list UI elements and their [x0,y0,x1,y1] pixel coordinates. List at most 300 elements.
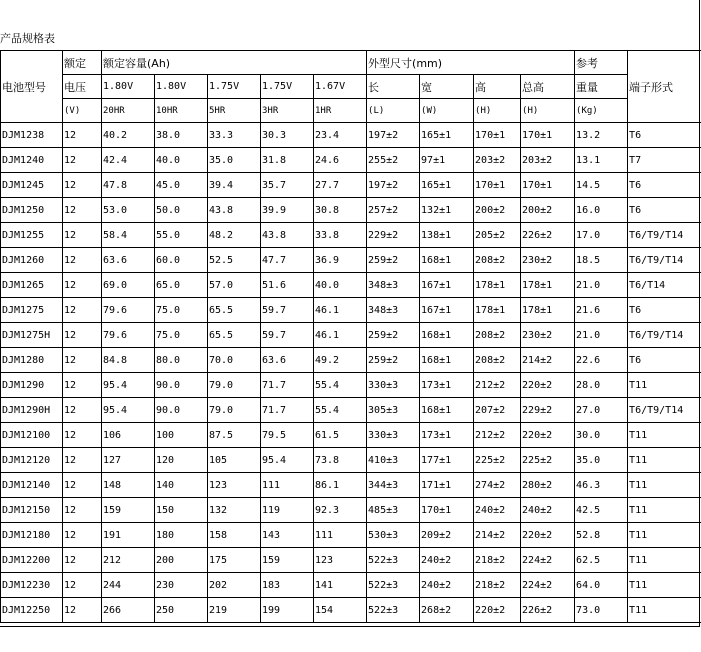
cell-cap-5hr: 175 [208,548,261,573]
header-cap-rate: 20HR [102,99,155,123]
cell-height: 208±2 [474,323,521,348]
header-cap-voltage: 1.80V [102,75,155,99]
cell-cap-10hr: 90.0 [155,373,208,398]
cell-cap-20hr: 244 [102,573,155,598]
cell-terminal: T6/T9/T14 [628,223,701,248]
cell-height: 212±2 [474,423,521,448]
cell-cap-20hr: 58.4 [102,223,155,248]
cell-weight: 22.6 [575,348,628,373]
cell-cap-3hr: 63.6 [261,348,314,373]
cell-cap-1hr: 36.9 [314,248,367,273]
header-dim-unit: (L) [367,99,420,123]
cell-model: DJM12150 [1,498,63,523]
cell-height: 178±1 [474,298,521,323]
cell-model: DJM1245 [1,173,63,198]
cell-model: DJM1280 [1,348,63,373]
cell-cap-10hr: 150 [155,498,208,523]
cell-length: 197±2 [367,173,420,198]
cell-cap-20hr: 106 [102,423,155,448]
cell-height: 170±1 [474,173,521,198]
cell-total-height: 226±2 [521,223,575,248]
header-row-2 [1,75,701,99]
table-row [1,398,701,423]
cell-total-height: 220±2 [521,523,575,548]
header-cap-voltage: 1.75V [208,75,261,99]
cell-cap-10hr: 180 [155,523,208,548]
cell-length: 344±3 [367,473,420,498]
cell-cap-1hr: 49.2 [314,348,367,373]
cell-cap-10hr: 38.0 [155,123,208,148]
cell-width: 240±2 [420,573,474,598]
header-dim-unit: (H) [474,99,521,123]
cell-voltage: 12 [63,348,102,373]
cell-weight: 13.1 [575,148,628,173]
cell-terminal: T6/T14 [628,273,701,298]
cell-cap-3hr: 30.3 [261,123,314,148]
cell-model: DJM1250 [1,198,63,223]
cell-cap-3hr: 199 [261,598,314,623]
header-cap-rate: 10HR [155,99,208,123]
cell-voltage: 12 [63,298,102,323]
cell-total-height: 200±2 [521,198,575,223]
cell-width: 168±1 [420,348,474,373]
cell-cap-5hr: 105 [208,448,261,473]
header-cap-rate: 1HR [314,99,367,123]
cell-length: 522±3 [367,548,420,573]
cell-voltage: 12 [63,573,102,598]
cell-cap-3hr: 79.5 [261,423,314,448]
cell-model: DJM12230 [1,573,63,598]
cell-length: 522±3 [367,598,420,623]
cell-weight: 27.0 [575,398,628,423]
cell-cap-10hr: 100 [155,423,208,448]
cell-cap-20hr: 47.8 [102,173,155,198]
cell-total-height: 178±1 [521,273,575,298]
cell-length: 485±3 [367,498,420,523]
cell-length: 255±2 [367,148,420,173]
cell-model: DJM12140 [1,473,63,498]
cell-cap-5hr: 35.0 [208,148,261,173]
header-weight-unit: (Kg) [575,99,628,123]
cell-weight: 28.0 [575,373,628,398]
cell-cap-1hr: 46.1 [314,298,367,323]
table-row [1,248,701,273]
cell-cap-1hr: 30.8 [314,198,367,223]
cell-cap-20hr: 159 [102,498,155,523]
cell-model: DJM1238 [1,123,63,148]
cell-model: DJM1265 [1,273,63,298]
cell-width: 138±1 [420,223,474,248]
cell-width: 165±1 [420,123,474,148]
cell-cap-3hr: 59.7 [261,298,314,323]
cell-total-height: 170±1 [521,123,575,148]
cell-height: 220±2 [474,598,521,623]
cell-cap-1hr: 23.4 [314,123,367,148]
cell-terminal: T6 [628,348,701,373]
cell-cap-10hr: 120 [155,448,208,473]
cell-cap-1hr: 141 [314,573,367,598]
header-cap-rate: 5HR [208,99,261,123]
cell-width: 209±2 [420,523,474,548]
cell-total-height: 224±2 [521,548,575,573]
cell-cap-20hr: 63.6 [102,248,155,273]
cell-height: 207±2 [474,398,521,423]
cell-cap-1hr: 73.8 [314,448,367,473]
cell-cap-3hr: 159 [261,548,314,573]
cell-cap-1hr: 40.0 [314,273,367,298]
cell-height: 178±1 [474,273,521,298]
table-row [1,348,701,373]
cell-cap-10hr: 75.0 [155,298,208,323]
cell-cap-20hr: 212 [102,548,155,573]
cell-length: 330±3 [367,373,420,398]
cell-terminal: T11 [628,473,701,498]
cell-height: 274±2 [474,473,521,498]
cell-cap-5hr: 70.0 [208,348,261,373]
cell-terminal: T7 [628,148,701,173]
cell-cap-3hr: 51.6 [261,273,314,298]
cell-terminal: T11 [628,523,701,548]
cell-cap-10hr: 60.0 [155,248,208,273]
cell-total-height: 203±2 [521,148,575,173]
cell-height: 218±2 [474,573,521,598]
cell-cap-1hr: 27.7 [314,173,367,198]
cell-height: 203±2 [474,148,521,173]
table-row [1,598,701,623]
table-row [1,523,701,548]
cell-cap-1hr: 111 [314,523,367,548]
cell-model: DJM1275 [1,298,63,323]
cell-model: DJM12100 [1,423,63,448]
cell-voltage: 12 [63,148,102,173]
cell-cap-3hr: 31.8 [261,148,314,173]
cell-weight: 13.2 [575,123,628,148]
header-dim-name: 宽 [420,75,474,99]
header-cap-rate: 3HR [261,99,314,123]
cell-total-height: 224±2 [521,573,575,598]
cell-weight: 16.0 [575,198,628,223]
cell-voltage: 12 [63,448,102,473]
cell-model: DJM1290 [1,373,63,398]
cell-width: 132±1 [420,198,474,223]
cell-cap-5hr: 123 [208,473,261,498]
cell-cap-5hr: 33.3 [208,123,261,148]
cell-length: 259±2 [367,248,420,273]
cell-cap-10hr: 55.0 [155,223,208,248]
cell-width: 167±1 [420,273,474,298]
cell-terminal: T11 [628,373,701,398]
cell-cap-5hr: 132 [208,498,261,523]
cell-cap-20hr: 266 [102,598,155,623]
header-row-3 [1,99,701,123]
cell-model: DJM12120 [1,448,63,473]
cell-terminal: T11 [628,448,701,473]
header-dimensions: 外型尺寸(mm) [367,51,575,75]
header-rated-voltage: 电压 [63,75,102,99]
cell-length: 197±2 [367,123,420,148]
cell-cap-20hr: 69.0 [102,273,155,298]
cell-height: 205±2 [474,223,521,248]
cell-voltage: 12 [63,123,102,148]
cell-cap-10hr: 50.0 [155,198,208,223]
cell-cap-3hr: 71.7 [261,398,314,423]
table-row [1,473,701,498]
cell-cap-10hr: 40.0 [155,148,208,173]
cell-cap-10hr: 200 [155,548,208,573]
cell-total-height: 214±2 [521,348,575,373]
cell-cap-10hr: 230 [155,573,208,598]
cell-voltage: 12 [63,473,102,498]
cell-total-height: 226±2 [521,598,575,623]
cell-height: 208±2 [474,248,521,273]
table-row [1,273,701,298]
cell-cap-5hr: 79.0 [208,398,261,423]
cell-model: DJM1290H [1,398,63,423]
cell-height: 212±2 [474,373,521,398]
cell-voltage: 12 [63,498,102,523]
cell-voltage: 12 [63,548,102,573]
cell-cap-5hr: 52.5 [208,248,261,273]
cell-cap-3hr: 59.7 [261,323,314,348]
cell-weight: 42.5 [575,498,628,523]
spec-table [0,50,701,623]
cell-voltage: 12 [63,198,102,223]
cell-voltage: 12 [63,423,102,448]
cell-cap-10hr: 140 [155,473,208,498]
cell-total-height: 178±1 [521,298,575,323]
cell-weight: 21.6 [575,298,628,323]
cell-width: 240±2 [420,548,474,573]
cell-cap-1hr: 92.3 [314,498,367,523]
cell-cap-5hr: 87.5 [208,423,261,448]
cell-length: 348±3 [367,273,420,298]
table-row [1,298,701,323]
cell-cap-5hr: 65.5 [208,298,261,323]
header-dim-name: 长 [367,75,420,99]
cell-model: DJM1255 [1,223,63,248]
cell-voltage: 12 [63,173,102,198]
table-row [1,123,701,148]
table-row [1,573,701,598]
cell-height: 170±1 [474,123,521,148]
cell-terminal: T6 [628,173,701,198]
cell-cap-1hr: 154 [314,598,367,623]
cell-height: 218±2 [474,548,521,573]
cell-cap-1hr: 46.1 [314,323,367,348]
cell-weight: 14.5 [575,173,628,198]
cell-cap-10hr: 75.0 [155,323,208,348]
header-reference: 参考 [575,51,628,75]
cell-cap-1hr: 24.6 [314,148,367,173]
table-row [1,548,701,573]
cell-total-height: 220±2 [521,373,575,398]
cell-cap-5hr: 43.8 [208,198,261,223]
cell-total-height: 240±2 [521,498,575,523]
cell-cap-1hr: 33.8 [314,223,367,248]
cell-total-height: 170±1 [521,173,575,198]
cell-height: 214±2 [474,523,521,548]
table-row [1,198,701,223]
cell-model: DJM12200 [1,548,63,573]
cell-width: 170±1 [420,498,474,523]
cell-model: DJM1240 [1,148,63,173]
cell-length: 348±3 [367,298,420,323]
cell-cap-3hr: 183 [261,573,314,598]
header-cap-voltage: 1.75V [261,75,314,99]
cell-cap-10hr: 45.0 [155,173,208,198]
cell-weight: 64.0 [575,573,628,598]
cell-width: 97±1 [420,148,474,173]
cell-cap-20hr: 95.4 [102,373,155,398]
cell-cap-20hr: 95.4 [102,398,155,423]
cell-width: 168±1 [420,248,474,273]
table-row [1,223,701,248]
cell-height: 208±2 [474,348,521,373]
cell-terminal: T11 [628,598,701,623]
cell-cap-3hr: 95.4 [261,448,314,473]
cell-cap-10hr: 90.0 [155,398,208,423]
header-row-1 [1,51,701,75]
header-voltage-unit: (V) [63,99,102,123]
cell-length: 257±2 [367,198,420,223]
cell-width: 168±1 [420,323,474,348]
cell-cap-1hr: 61.5 [314,423,367,448]
header-terminal: 端子形式 [628,51,701,123]
cell-model: DJM1275H [1,323,63,348]
cell-total-height: 220±2 [521,423,575,448]
cell-length: 330±3 [367,423,420,448]
cell-cap-20hr: 84.8 [102,348,155,373]
cell-cap-1hr: 123 [314,548,367,573]
header-model: 电池型号 [1,51,63,123]
cell-length: 522±3 [367,573,420,598]
cell-voltage: 12 [63,323,102,348]
cell-terminal: T6/T9/T14 [628,248,701,273]
cell-cap-5hr: 202 [208,573,261,598]
cell-terminal: T6/T9/T14 [628,398,701,423]
cell-terminal: T6 [628,198,701,223]
cell-cap-5hr: 57.0 [208,273,261,298]
cell-width: 173±1 [420,423,474,448]
cell-cap-1hr: 86.1 [314,473,367,498]
cell-cap-1hr: 55.4 [314,373,367,398]
cell-terminal: T11 [628,423,701,448]
cell-cap-20hr: 42.4 [102,148,155,173]
cell-cap-5hr: 48.2 [208,223,261,248]
header-cap-voltage: 1.67V [314,75,367,99]
cell-terminal: T11 [628,498,701,523]
table-row [1,373,701,398]
cell-cap-5hr: 65.5 [208,323,261,348]
cell-weight: 21.0 [575,273,628,298]
cell-terminal: T11 [628,573,701,598]
cell-weight: 17.0 [575,223,628,248]
cell-cap-3hr: 35.7 [261,173,314,198]
table-row [1,148,701,173]
cell-width: 171±1 [420,473,474,498]
cell-cap-3hr: 39.9 [261,198,314,223]
cell-cap-20hr: 191 [102,523,155,548]
cell-width: 168±1 [420,398,474,423]
cell-cap-3hr: 71.7 [261,373,314,398]
cell-cap-20hr: 53.0 [102,198,155,223]
cell-weight: 21.0 [575,323,628,348]
cell-voltage: 12 [63,273,102,298]
table-row [1,498,701,523]
cell-cap-20hr: 79.6 [102,323,155,348]
cell-weight: 52.8 [575,523,628,548]
cell-weight: 35.0 [575,448,628,473]
header-cap-voltage: 1.80V [155,75,208,99]
header-dim-name: 高 [474,75,521,99]
cell-weight: 62.5 [575,548,628,573]
cell-model: DJM12180 [1,523,63,548]
cell-cap-10hr: 250 [155,598,208,623]
cell-terminal: T6 [628,123,701,148]
table-row [1,173,701,198]
page-title: 产品规格表 [0,32,55,45]
cell-voltage: 12 [63,223,102,248]
cell-terminal: T6/T9/T14 [628,323,701,348]
cell-width: 167±1 [420,298,474,323]
cell-cap-20hr: 79.6 [102,298,155,323]
cell-length: 259±2 [367,348,420,373]
cell-total-height: 229±2 [521,398,575,423]
header-capacity: 额定容量(Ah) [102,51,367,75]
cell-cap-20hr: 40.2 [102,123,155,148]
header-rated-top: 额定 [63,51,102,75]
cell-model: DJM1260 [1,248,63,273]
cell-cap-10hr: 65.0 [155,273,208,298]
cell-voltage: 12 [63,598,102,623]
cell-weight: 73.0 [575,598,628,623]
cell-cap-5hr: 158 [208,523,261,548]
cell-height: 225±2 [474,448,521,473]
cell-weight: 30.0 [575,423,628,448]
cell-cap-3hr: 47.7 [261,248,314,273]
cell-weight: 46.3 [575,473,628,498]
cell-total-height: 230±2 [521,323,575,348]
header-dim-unit: (W) [420,99,474,123]
cell-cap-3hr: 111 [261,473,314,498]
cell-total-height: 225±2 [521,448,575,473]
cell-model: DJM12250 [1,598,63,623]
cell-height: 200±2 [474,198,521,223]
cell-length: 259±2 [367,323,420,348]
header-dim-unit: (H) [521,99,575,123]
cell-cap-3hr: 119 [261,498,314,523]
cell-cap-3hr: 143 [261,523,314,548]
cell-cap-20hr: 127 [102,448,155,473]
cell-cap-5hr: 79.0 [208,373,261,398]
cell-cap-5hr: 39.4 [208,173,261,198]
cell-width: 177±1 [420,448,474,473]
cell-height: 240±2 [474,498,521,523]
cell-total-height: 280±2 [521,473,575,498]
cell-weight: 18.5 [575,248,628,273]
cell-width: 268±2 [420,598,474,623]
cell-cap-10hr: 80.0 [155,348,208,373]
cell-cap-20hr: 148 [102,473,155,498]
cell-length: 229±2 [367,223,420,248]
header-weight: 重量 [575,75,628,99]
table-row [1,448,701,473]
cell-voltage: 12 [63,373,102,398]
header-dim-name: 总高 [521,75,575,99]
cell-length: 305±3 [367,398,420,423]
cell-cap-5hr: 219 [208,598,261,623]
cell-cap-3hr: 43.8 [261,223,314,248]
